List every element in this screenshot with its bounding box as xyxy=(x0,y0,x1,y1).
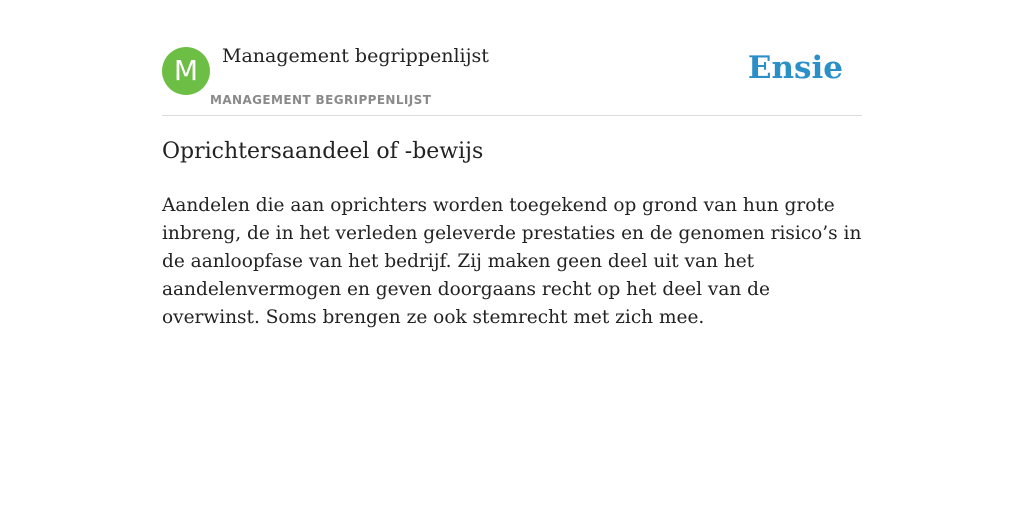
source-title-link[interactable]: Management begrippenlijst xyxy=(222,45,489,67)
definition-text: Aandelen die aan oprichters worden toegekend op grond van hun grote inbreng, de in het verleden geleverde prestaties en de genomen risico’s in de aanloopfase van het bedrijf. Zij maken geen deel uit van het aandelenvermogen en geven doorgaans recht op het deel van de overwinst. Soms brengen ze ook stemrecht met zich mee. xyxy=(162,195,862,328)
source-subtitle: MANAGEMENT BEGRIPPENLIJST xyxy=(210,93,432,107)
ensie-logo[interactable]: Ensie xyxy=(747,50,843,86)
source-header xyxy=(162,0,862,116)
term-title: Oprichtersaandeel of -bewijs xyxy=(162,139,484,164)
source-avatar[interactable]: M xyxy=(162,47,210,95)
